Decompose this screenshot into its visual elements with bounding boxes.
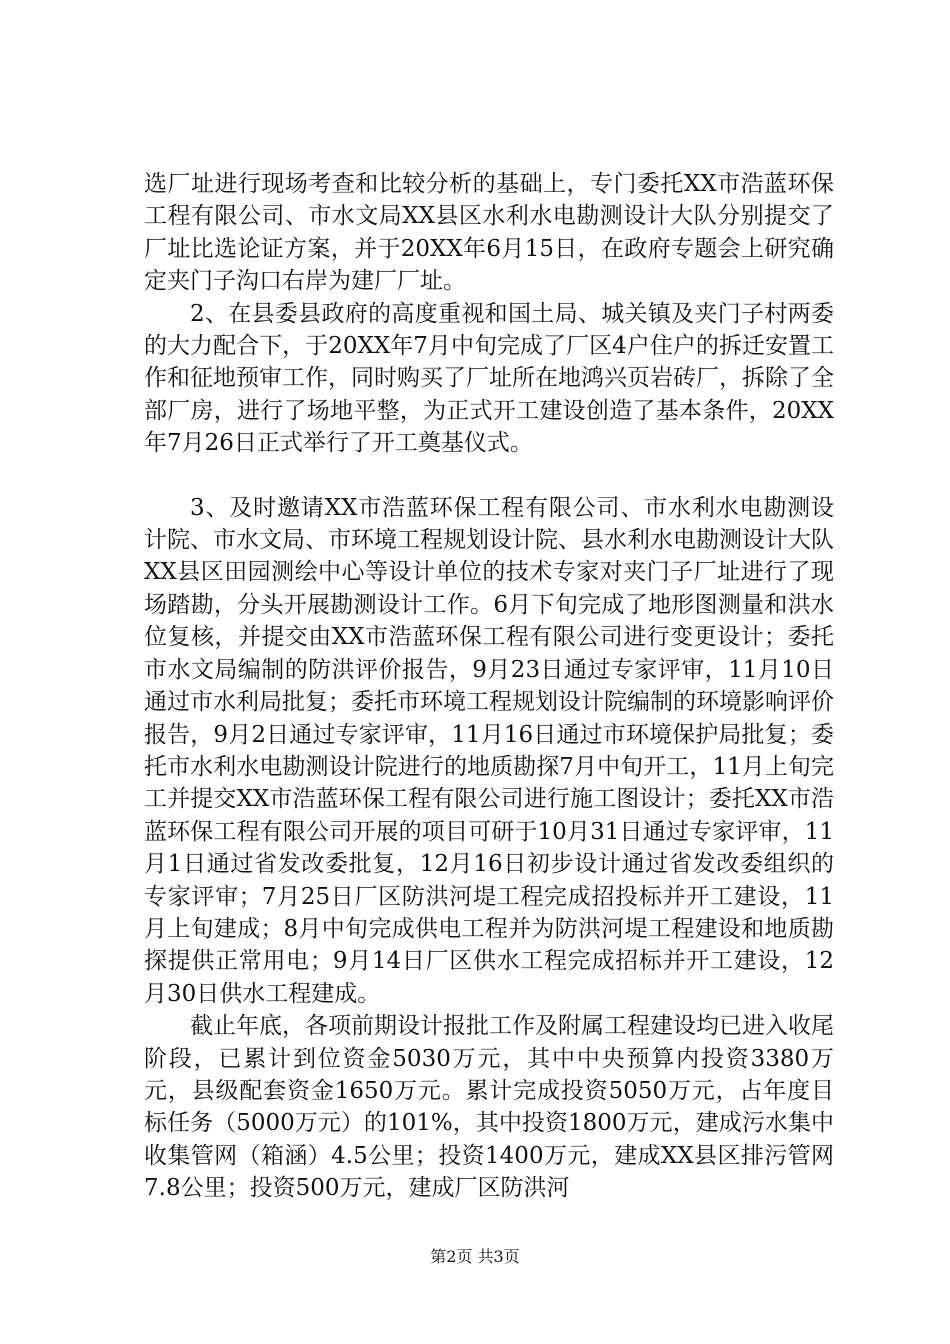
paragraph-survey-design: 3、及时邀请XX市浩蓝环保工程有限公司、市水利水电勘测设计院、市水文局、市环境工程规划设计院、县水利水电勘测设计大队XX县区田园测绘中心等设计单位的技术专家对夹门子厂址进行了现场踏勘，分头开展勘测设计工作。6月下旬完成了地形图测量和洪水位复核，并提交由XX市浩蓝环保工程有限公司进行变更设计；委托市水文局编制的防洪评价报告，9月23日通过专家评审，11月10日通过市水利局批复；委托市环境工程规划设计院编制的环境影响评价报告，9月2日通过专家评审，11月16日通过市环境保护局批复；委托市水利水电勘测设计院进行的地质勘探7月中旬开工，11月上旬完工并提交XX市浩蓝环保工程有限公司进行施工图设计；委托XX市浩蓝环保工程有限公司开展的项目可研于10月31日通过专家评审，11月1日通过省发改委批复，12月16日初步设计通过省发改委组织的专家评审；7月25日厂区防洪河堤工程完成招投标并开工建设，11月上旬建成；8月中旬完成供电工程并为防洪河堤工程建设和地质勘探提供正常用电；9月14日厂区供水工程完成招标并开工建设，12月30日供水工程建成。 [144,494,834,1007]
paragraph-site-selection: 选厂址进行现场考查和比较分析的基础上，专门委托XX市浩蓝环保工程有限公司、市水文局XX县区水利水电勘测设计大队分别提交了厂址比选论证方案，并于20XX年6月15日，在政府专题会上研究确定夹门子沟口右岸为建厂厂址。 [144,171,834,295]
paragraph-relocation: 2、在县委县政府的高度重视和国土局、城关镇及夹门子村两委的大力配合下，于20XX年7月中旬完成了厂区4户住户的拆迁安置工作和征地预审工作，同时购买了厂址所在地鸿兴页岩砖厂，拆除了全部厂房，进行了场地平整，为正式开工建设创造了基本条件，20XX年7月26日正式举行了开工奠基仪式。 [144,300,834,457]
paragraph-year-end-summary: 截止年底，各项前期设计报批工作及附属工程建设均已进入收尾阶段，已累计到位资金5030万元，其中中央预算内投资3380万元，县级配套资金1650万元。累计完成投资5050万元，占年度目标任务（5000万元）的101%，其中投资1800万元，建成污水集中收集管网（箱涵）4.5公里；投资1400万元，建成XX县区排污管网7.8公里；投资500万元，建成厂区防洪河 [144,1013,834,1202]
page-footer: 第2页 共3页 [430,1247,520,1266]
document-body [144,168,834,1205]
